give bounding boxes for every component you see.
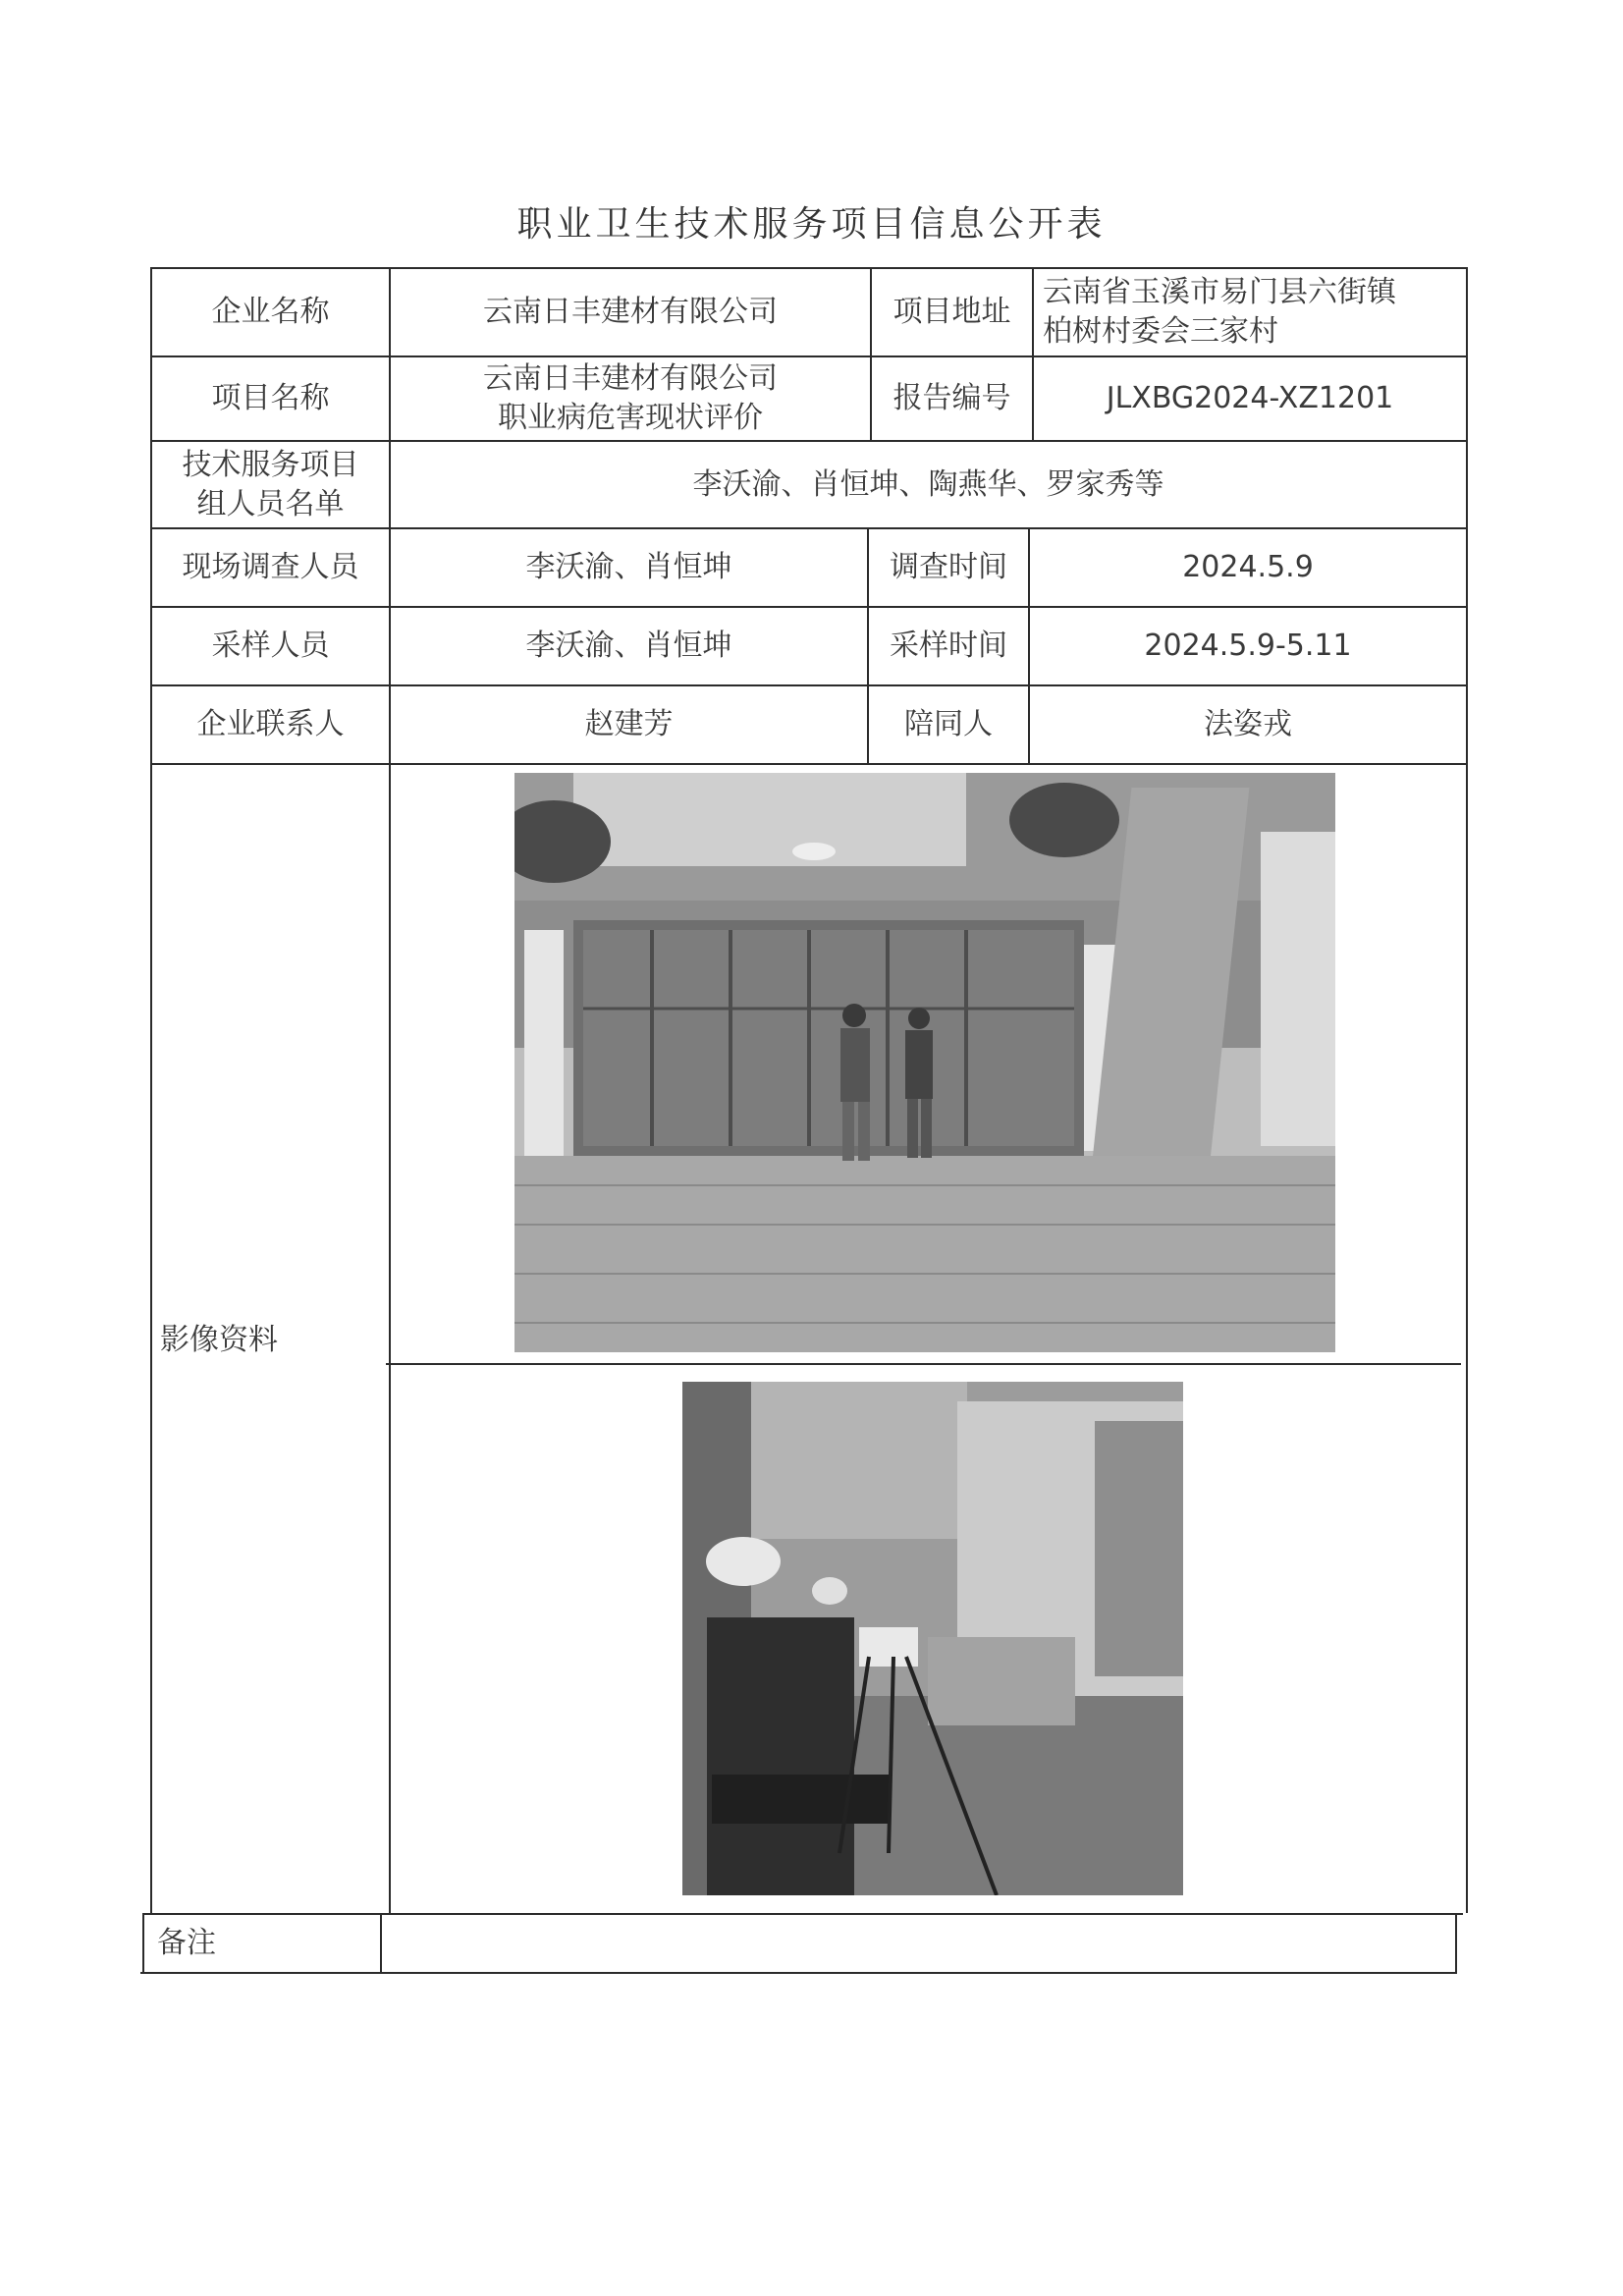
company-name-label: 企业名称 — [211, 295, 330, 329]
contact-label: 企业联系人 — [196, 707, 345, 741]
project-name-line1: 云南日丰建材有限公司 — [483, 361, 778, 396]
sampling-time-label: 采样时间 — [890, 629, 1007, 663]
remarks-value — [385, 1920, 1450, 1967]
sampling-staff-value: 李沃渝、肖恒坤 — [525, 629, 732, 663]
accompany-label: 陪同人 — [904, 707, 993, 741]
sampling-work-photo — [682, 1382, 1183, 1895]
sampling-time-value: 2024.5.9-5.11 — [1144, 629, 1352, 663]
images-label: 影像资料 — [160, 1323, 278, 1357]
report-number-label: 报告编号 — [893, 381, 1011, 415]
team-label-line2: 组人员名单 — [196, 486, 345, 521]
survey-time-value: 2024.5.9 — [1182, 550, 1314, 584]
survey-staff-value: 李沃渝、肖恒坤 — [525, 550, 732, 584]
team-value: 李沃渝、肖恒坤、陶燕华、罗家秀等 — [692, 466, 1164, 502]
project-name-value — [391, 357, 870, 440]
page-title: 职业卫生技术服务项目信息公开表 — [516, 204, 1107, 245]
team-label-line1: 技术服务项目 — [182, 447, 359, 482]
team-label — [152, 442, 389, 527]
accompany-value: 法姿戎 — [1204, 707, 1292, 741]
project-address-line2: 柏树村委会三家村 — [1043, 314, 1278, 349]
sampling-staff-label: 采样人员 — [211, 629, 330, 663]
project-name-label: 项目名称 — [211, 381, 330, 415]
project-address-label: 项目地址 — [893, 295, 1011, 329]
company-name-value: 云南日丰建材有限公司 — [483, 295, 778, 329]
contact-value: 赵建芳 — [584, 707, 674, 741]
project-name-line2: 职业病危害现状评价 — [498, 401, 763, 435]
project-address-line1: 云南省玉溪市易门县六街镇 — [1043, 275, 1396, 309]
site-gate-photo — [514, 773, 1335, 1352]
survey-staff-label: 现场调查人员 — [182, 550, 359, 584]
remarks-label: 备注 — [157, 1926, 216, 1960]
project-address-value — [1043, 269, 1465, 355]
report-number-value: JLXBG2024-XZ1201 — [1106, 381, 1394, 415]
survey-time-label: 调查时间 — [890, 550, 1007, 584]
